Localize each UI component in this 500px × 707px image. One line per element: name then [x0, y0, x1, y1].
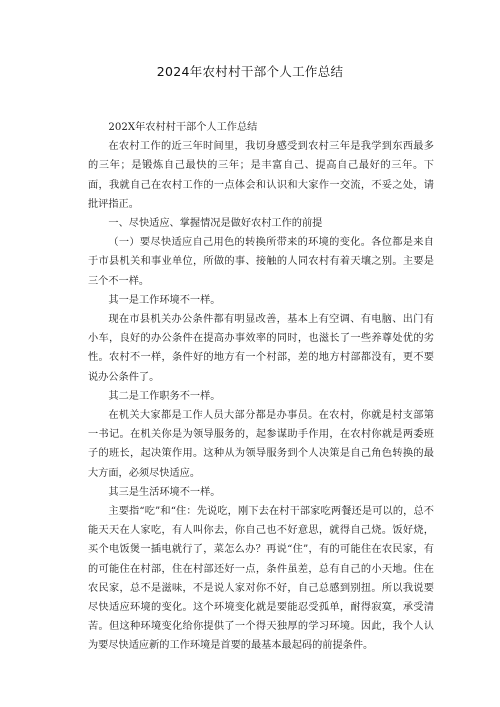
point-paragraph-2: 在机关大家都是工作人员大部分都是办事员。在农村，你就是村支部第一书记。在机关你是为领导服务的，起参谋助手作用，在农村你就是两委班子的班长，起决策作用。这种从为领导服务到个人决策是自己角色转换的最大方面，必须尽快适应。 — [88, 410, 434, 479]
point-heading-3: 其三是生活环境不一样。 — [108, 486, 221, 498]
page-title: 2024年农村村干部个人工作总结 — [156, 64, 344, 79]
document-body — [88, 118, 434, 656]
subtitle-paragraph: 202X年农村村干部个人工作总结 — [108, 122, 258, 133]
intro-paragraph: 在农村工作的近三年时间里，我切身感受到农村三年是我学到东西最多的三年；是锻炼自己最快的三年；是丰富自己、提高自己最好的三年。下面，我就自己在农村工作的一点体会和认识和大家作一交流，不妥之处，请批评指正。 — [88, 141, 434, 210]
point-paragraph-1: 现在市县机关办公条件都有明显改善，基本上有空调、有电脑、出门有小车，良好的办公条件在提高办事效率的同时，也滋长了一些养尊处优的劣性。农村不一样，条件好的地方有一个村部，差的地方村部都没有，更不要说办公条件了。 — [88, 314, 434, 383]
point-paragraph-3: 主要指“吃”和“住：先说吃，刚下去在村干部家吃两餐还是可以的，总不能天天在人家吃，有人叫你去，你自己也不好意思，就得自己烧。饭好烧，买个电饭煲一插电就行了，菜怎么办？再说“住”，有的可能住在农民家，有的可能住在村部，住在村部还好一点，条件虽差，总有自己的小天地。住在农民家，总不是滋味，不是说人家对你不好，自己总感到别扭。所以我说要尽快适应环境的变化。这个环境变化就是要能忍受孤单，耐得寂寞，承受清苦。但这种环境变化给你提供了一个得天独厚的学习环境。因此，我个人认为要尽快适应新的工作环境是首要的最基本最起码的前提条件。 — [88, 506, 434, 652]
subsection-paragraph: （一）要尽快适应自己用色的转换所带来的环境的变化。各位都是来自于市县机关和事业单位，所做的事、接触的人同农村有着天壤之别。主要是三个不一样。 — [88, 237, 434, 287]
point-heading-2: 其二是工作职务不一样。 — [108, 390, 221, 402]
point-heading-1: 其一是工作环境不一样。 — [108, 294, 221, 306]
section-heading: 一、尽快适应、掌握情况是做好农村工作的前提 — [108, 218, 323, 230]
